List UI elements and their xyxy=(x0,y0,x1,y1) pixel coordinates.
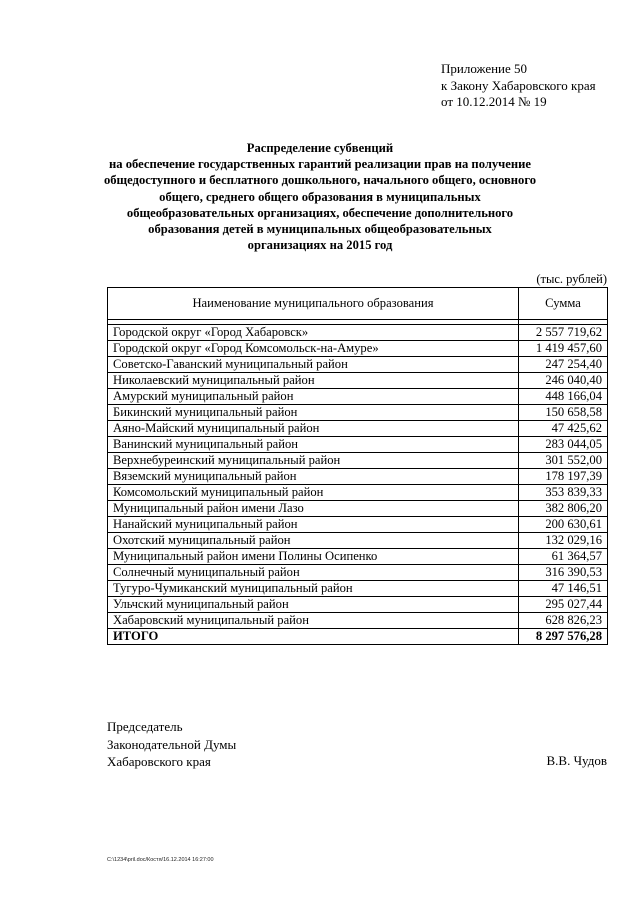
subsidy-amount-cell: 47 146,51 xyxy=(519,581,608,597)
municipality-name-cell: Городской округ «Город Комсомольск-на-Амуре» xyxy=(108,341,519,357)
municipality-name-cell: Нанайский муниципальный район xyxy=(108,517,519,533)
municipality-name-cell: Амурский муниципальный район xyxy=(108,389,519,405)
table-row xyxy=(108,389,608,405)
table-row xyxy=(108,437,608,453)
municipality-name-cell: Ванинский муниципальный район xyxy=(108,437,519,453)
subsidy-amount-cell: 132 029,16 xyxy=(519,533,608,549)
table-row xyxy=(108,549,608,565)
table-row xyxy=(108,533,608,549)
table-row xyxy=(108,501,608,517)
subsidy-amount-cell: 178 197,39 xyxy=(519,469,608,485)
subsidy-amount-cell: 47 425,62 xyxy=(519,421,608,437)
table-row xyxy=(108,421,608,437)
subsidy-amount-cell: 61 364,57 xyxy=(519,549,608,565)
subsidy-amount-cell: 353 839,33 xyxy=(519,485,608,501)
units-label: (тыс. рублей) xyxy=(536,272,607,286)
title-line: общедоступного и бесплатного дошкольного, начального общего, основного xyxy=(103,173,537,188)
distribution-table xyxy=(107,287,608,645)
municipality-name-cell: Комсомольский муниципальный район xyxy=(108,485,519,501)
document-title xyxy=(100,140,540,253)
municipality-name-cell: Бикинский муниципальный район xyxy=(108,405,519,421)
subsidy-amount-cell: 2 557 719,62 xyxy=(519,325,608,341)
municipality-name-cell: Хабаровский муниципальный район xyxy=(108,613,519,629)
file-path-footer: C:\1234\pril.doc/Костя/16.12.2014 16:27:00 xyxy=(107,857,214,863)
municipality-name-cell: Городской округ «Город Хабаровск» xyxy=(108,325,519,341)
municipality-name-cell: Ульчский муниципальный район xyxy=(108,597,519,613)
subsidy-amount-cell: 448 166,04 xyxy=(519,389,608,405)
subsidy-amount-cell: 316 390,53 xyxy=(519,565,608,581)
subsidy-amount-cell: 246 040,40 xyxy=(519,373,608,389)
title-line: Распределение субвенций xyxy=(246,141,394,155)
municipality-name-cell: Муниципальный район имени Полины Осипенко xyxy=(108,549,519,565)
appendix-number: Приложение 50 xyxy=(441,61,528,76)
header-name-cell: Наименование муниципального образования xyxy=(108,288,519,320)
table-row xyxy=(108,453,608,469)
signature-region: Хабаровского края xyxy=(107,754,211,769)
subsidy-amount-cell: 1 419 457,60 xyxy=(519,341,608,357)
signature-body: Законодательной Думы xyxy=(107,736,237,752)
title-line: общего, среднего общего образования в муниципальных xyxy=(159,189,481,204)
appendix-reference xyxy=(441,61,596,111)
subsidy-amount-cell: 382 806,20 xyxy=(519,501,608,517)
subsidy-amount-cell: 247 254,40 xyxy=(519,357,608,373)
subsidy-amount-cell: 628 826,23 xyxy=(519,613,608,629)
municipality-name-cell: Советско-Гаванский муниципальный район xyxy=(108,357,519,373)
subsidy-amount-cell: 200 630,61 xyxy=(519,517,608,533)
table-row xyxy=(108,325,608,341)
municipality-name-cell: Верхнебуреинский муниципальный район xyxy=(108,453,519,469)
table-row xyxy=(108,581,608,597)
municipality-name-cell: Вяземский муниципальный район xyxy=(108,469,519,485)
title-line: организациях на 2015 год xyxy=(247,238,393,253)
municipality-name-cell: Тугуро-Чумиканский муниципальный район xyxy=(108,581,519,597)
table-row xyxy=(108,341,608,357)
table-row xyxy=(108,373,608,389)
signature-position: Председатель xyxy=(107,719,183,734)
municipality-name-cell: Николаевский муниципальный район xyxy=(108,373,519,389)
signature-block xyxy=(107,718,236,771)
subsidy-amount-cell: 295 027,44 xyxy=(519,597,608,613)
subsidy-amount-cell: 283 044,05 xyxy=(519,437,608,453)
municipality-name-cell: Охотский муниципальный район xyxy=(108,533,519,549)
table-row xyxy=(108,469,608,485)
subsidy-amount-cell: 301 552,00 xyxy=(519,453,608,469)
municipality-name-cell: Муниципальный район имени Лазо xyxy=(108,501,519,517)
total-label-cell: ИТОГО xyxy=(108,629,519,645)
signatory-name: В.В. Чудов xyxy=(546,753,607,768)
table-row xyxy=(108,565,608,581)
table-row xyxy=(108,357,608,373)
header-sum-cell: Сумма xyxy=(519,288,608,320)
table-row xyxy=(108,517,608,533)
table-row xyxy=(108,405,608,421)
subsidy-amount-cell: 150 658,58 xyxy=(519,405,608,421)
title-line: общеобразовательных организациях, обеспечение дополнительного xyxy=(126,205,514,220)
appendix-date: от 10.12.2014 № 19 xyxy=(441,94,547,109)
table-header-row xyxy=(108,288,608,320)
appendix-law: к Закону Хабаровского края xyxy=(441,77,596,93)
municipality-name-cell: Солнечный муниципальный район xyxy=(108,565,519,581)
title-line: образования детей в муниципальных общеобразовательных xyxy=(148,222,492,237)
table-row xyxy=(108,613,608,629)
total-amount-cell: 8 297 576,28 xyxy=(519,629,608,645)
table-row xyxy=(108,485,608,501)
table-row xyxy=(108,597,608,613)
total-row xyxy=(108,629,608,645)
municipality-name-cell: Аяно-Майский муниципальный район xyxy=(108,421,519,437)
title-line: на обеспечение государственных гарантий реализации прав на получение xyxy=(109,157,531,172)
